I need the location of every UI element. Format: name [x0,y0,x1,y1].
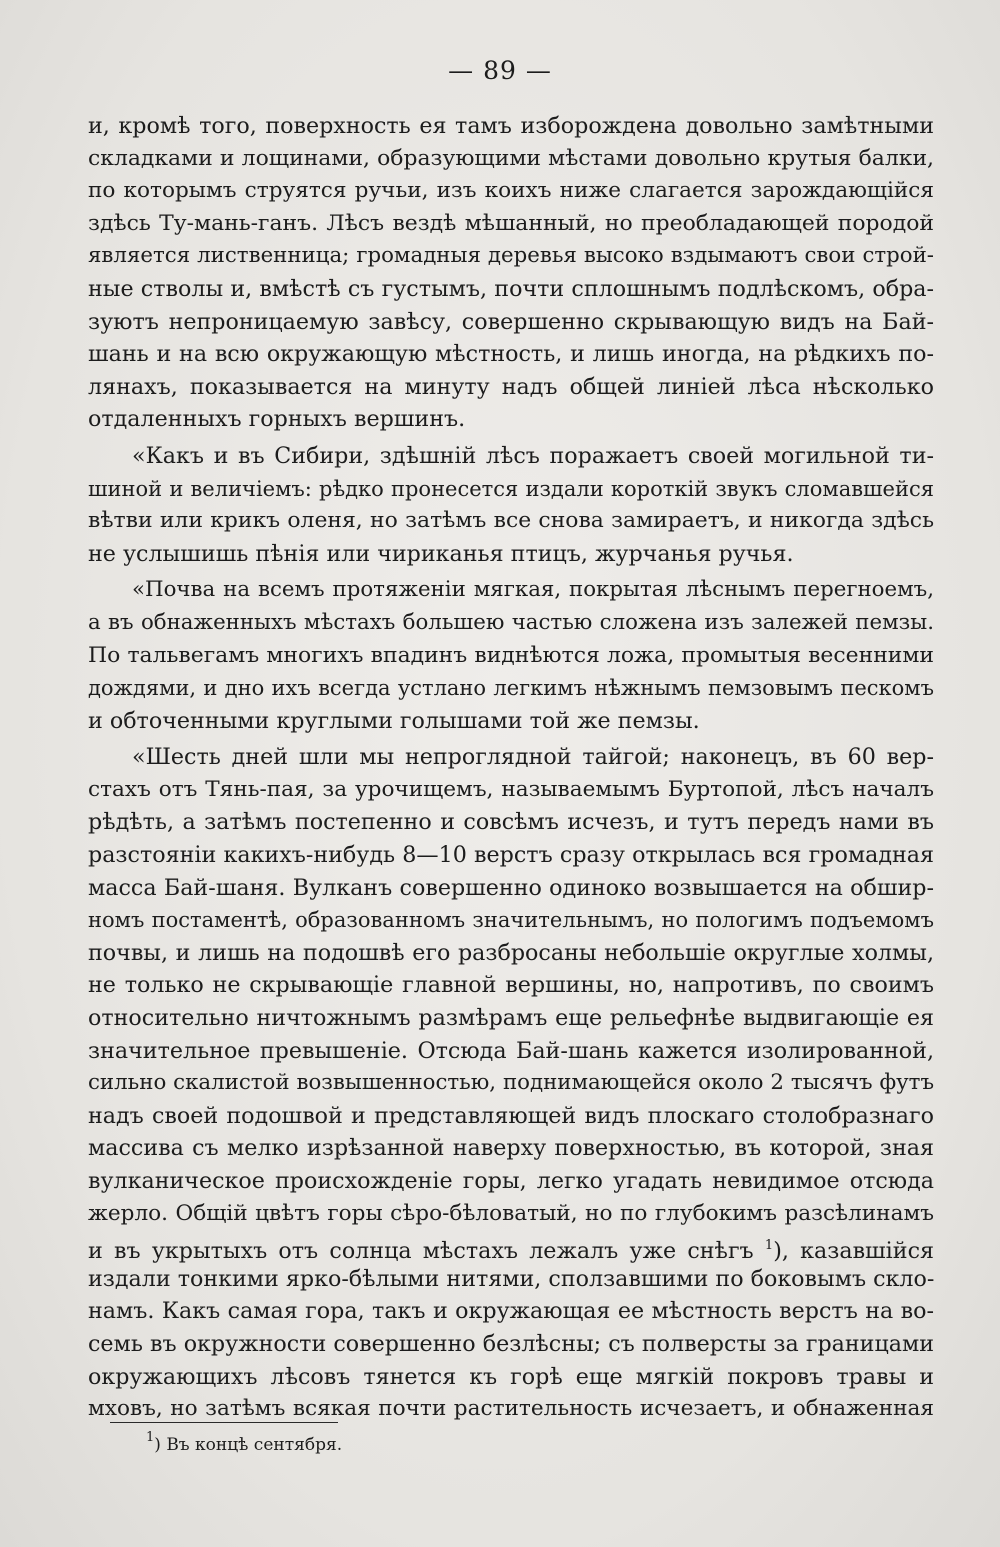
text-line: дождями, и дно ихъ всегда устлано легкимъ нѣжнымъ пемзовымъ пескомъ [88,676,934,701]
text-line: складками и лощинами, образующими мѣстами довольно крутыя балки, [88,145,934,171]
text-line: рѣдѣть, а затѣмъ постепенно и совсѣмъ исчезъ, и тутъ передъ нами въ [88,809,934,836]
text-line: вулканическое происхожденiе горы, легко угадать невидимое отсюда [88,1168,934,1194]
text-line: и, кромѣ того, поверхность ея тамъ изборождена довольно замѣтными [88,113,934,139]
text-line: «Почва на всемъ протяженiи мягкая, покрытая лѣснымъ перегноемъ, [132,577,934,603]
text-fragment: ), казавшiйся [773,1238,934,1265]
text-line: «Шесть дней шли мы непроглядной тайгой; наконецъ, въ 60 вер- [132,744,934,771]
text-line: сильно скалистой возвышенностью, поднимающейся около 2 тысячъ футъ [88,1070,934,1096]
text-line: надъ своей подошвой и представляющей видъ плоскаго столобразнаго [88,1102,934,1129]
text-line: значительное превышенiе. Отсюда Бай-шань кажется изолированной, [88,1037,934,1064]
text-line: намъ. Какъ самая гора, такъ и окружающая ее мѣстность верстъ на во- [88,1298,934,1325]
text-line: «Какъ и въ Сибири, здѣшнiй лѣсъ поражаетъ своей могильной ти- [132,442,934,469]
footnote-divider [110,1422,338,1423]
text-line: а въ обнаженныхъ мѣстахъ большею частью сложена изъ залежей пемзы. [88,609,934,635]
footnote [146,1430,342,1455]
body-text [88,110,934,1426]
footnote-ref[interactable]: 1 [764,1238,774,1254]
text-line: семь въ окружности совершенно безлѣсны; съ полверсты за границами [88,1330,934,1357]
text-line: лянахъ, показывается на минуту надъ общей линiей лѣса нѣсколько [88,373,934,400]
text-line: окружающихъ лѣсовъ тянется къ горѣ еще мягкiй покровъ травы и [88,1363,934,1390]
page-number: — 89 — [448,56,552,85]
text-line: жерло. Общiй цвѣтъ горы сѣро-бѣловатый, но по глубокимъ разсѣлинамъ [88,1200,934,1226]
text-line: шиной и величiемъ: рѣдко пронесется издали короткiй звукъ сломавшейся [88,476,934,501]
text-line: не только не скрывающiе главной вершины, но, напротивъ, по своимъ [88,972,934,999]
text-line: шань и на всю окружающую мѣстность, и лишь иногда, на рѣдкихъ по- [88,341,934,368]
text-line: является лиственница; громадныя деревья высоко вздымаютъ свои строй- [88,243,934,269]
footnote-marker: 1 [146,1430,155,1445]
text-line: зуютъ непроницаемую завѣсу, совершенно скрывающую видъ на Бай- [88,308,934,335]
text-line: почвы, и лишь на подошвѣ его разбросаны небольшiе округлые холмы, [88,939,934,966]
text-line: масса Бай-шаня. Вулканъ совершенно одиноко возвышается на обшир- [88,874,934,901]
text-line: не услышишь пѣнiя или чириканья птицъ, журчанья ручья. [88,540,794,567]
text-line: издали тонкими ярко-бѣлыми нитями, сползавшими по боковымъ скло- [88,1265,935,1292]
text-fragment: и въ укрытыхъ отъ солнца мѣстахъ лежалъ уже снѣгъ [88,1238,754,1265]
text-line-with-footnote [88,1230,934,1263]
text-line: отдаленныхъ горныхъ вершинъ. [88,406,466,433]
text-line: по которымъ струятся ручьи, изъ коихъ ниже слагается зарождающiйся [88,178,934,204]
text-line: стахъ отъ Тянь-пая, за урочищемъ, называемымъ Буртопой, лѣсъ началъ [88,776,934,802]
text-line: массива съ мелко изрѣзанной наверху поверхностью, въ которой, зная [88,1135,934,1162]
text-line: ные стволы и, вмѣстѣ съ густымъ, почти сплошнымъ подлѣскомъ, обра- [88,275,934,302]
text-line: относительно ничтожнымъ размѣрамъ еще рельефнѣе выдвигающiе ея [88,1005,934,1032]
text-line: разстоянiи какихъ-нибудь 8—10 верстъ сразу открылась вся громадная [88,842,934,869]
text-line: здѣсь Ту-мань-ганъ. Лѣсъ вездѣ мѣшанный, но преобладающей породой [88,210,934,236]
text-line: вѣтви или крикъ оленя, но затѣмъ все снова замираетъ, и никогда здѣсь [88,508,934,534]
text-line: мховъ, но затѣмъ всякая почти растительность исчезаетъ, и обнаженная [88,1396,934,1422]
text-line: По тальвегамъ многихъ впадинъ виднѣются ложа, промытыя весенними [88,642,934,668]
text-line: номъ постаментѣ, образованномъ значительнымъ, но пологимъ подъемомъ [88,908,934,933]
text-line: и обточенными круглыми голышами той же пемзы. [88,707,700,734]
footnote-text: ) Въ концѣ сентября. [154,1435,343,1455]
